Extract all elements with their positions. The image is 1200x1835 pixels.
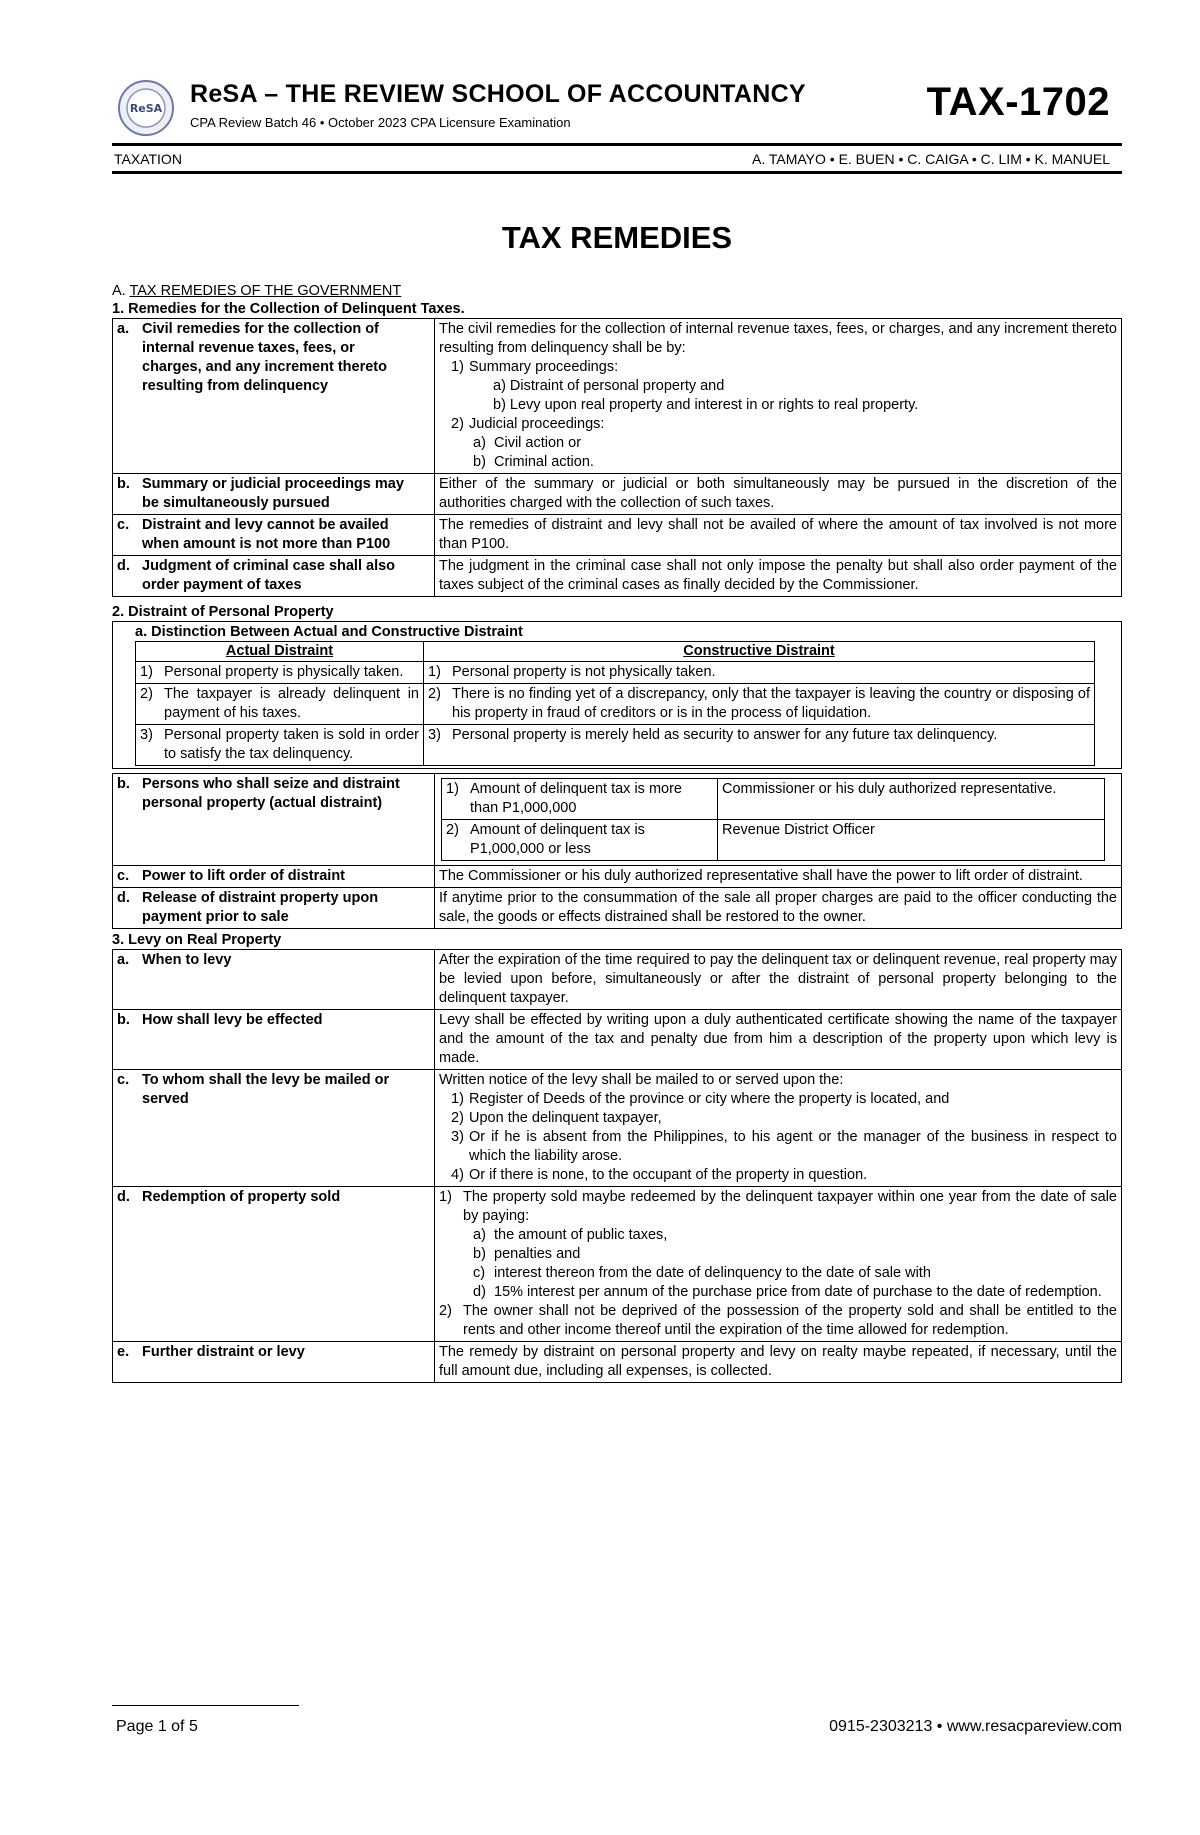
row-label: Release of distraint property upon payment prior to sale xyxy=(142,890,379,925)
cell-text: The taxpayer is already delinquent in payment of his taxes. xyxy=(164,686,419,721)
section-a-heading xyxy=(112,282,1122,300)
table-row: c. To whom shall the levy be mailed or served Written notice of the levy shall be mailed to or served upon the: 1) Register of Deeds of the province or city where the property is located, and 2) Upon the delinquent taxpayer, 3) Or if he is absent from the Philippines, to his agent or the manager of the business in respect to which the liability arose. 4) Or if there is none, to the occupant of the property in question. xyxy=(113,1070,1122,1187)
school-name: ReSA – THE REVIEW SCHOOL OF ACCOUNTANCY xyxy=(190,80,806,108)
row-label: Summary or judicial proceedings may be simultaneously pursued xyxy=(142,476,404,511)
row-index: a. xyxy=(117,952,130,968)
table-row xyxy=(113,474,1122,515)
row-text: The remedy by distraint on personal property and levy on realty maybe repeated, if necessary, until the full amount due, including all expenses, is collected. xyxy=(435,1342,1122,1383)
row-text: The Commissioner or his duly authorized representative shall have the power to lift order of distraint. xyxy=(435,866,1122,888)
list-item: Civil action or xyxy=(494,435,582,451)
row-text: The civil remedies for the collection of internal revenue taxes, fees, or charges, and any increment thereto resulting from delinquency shall be by: xyxy=(439,321,1117,356)
section-a-title: TAX REMEDIES OF THE GOVERNMENT xyxy=(129,283,402,299)
list-item: 15% interest per annum of the purchase price from date of purchase to the date of redemption. xyxy=(494,1284,1102,1300)
cell-text: Amount of delinquent tax is P1,000,000 or less xyxy=(470,822,645,857)
section-a-label: A. xyxy=(112,283,126,299)
subject-label: TAXATION xyxy=(114,151,182,167)
row-index: b. xyxy=(117,476,130,492)
table-row: 3) Personal property taken is sold in order to satisfy the tax delinquency. 3) Personal property is merely held as security to answer for any future tax delinquency. xyxy=(136,725,1095,766)
row-label: Further distraint or levy xyxy=(142,1344,305,1360)
authors: A. TAMAYO • E. BUEN • C. CAIGA • C. LIM • K. MANUEL xyxy=(751,151,1110,167)
page-header xyxy=(112,72,1122,148)
table-row xyxy=(113,1342,1122,1383)
table-row xyxy=(113,950,1122,1010)
page-title: TAX REMEDIES xyxy=(501,220,733,255)
cell-text: Amount of delinquent tax is more than P1,000,000 xyxy=(470,781,682,816)
list-item: Register of Deeds of the province or city where the property is located, and xyxy=(469,1091,950,1107)
review-batch: CPA Review Batch 46 • October 2023 CPA Licensure Examination xyxy=(190,115,571,130)
row-text: The remedies of distraint and levy shall not be availed of where the amount of tax involved is not more than P100. xyxy=(435,515,1122,556)
part2-sub-a: a. Distinction Between Actual and Constructive Distraint xyxy=(135,624,523,640)
header-rule xyxy=(112,143,1122,146)
table-row: a. Civil remedies for the collection of internal revenue taxes, fees, or charges, and any increment thereto resulting from delinquency The civil remedies for the collection of internal revenue taxes, fees, or charges, and any increment thereto resulting from delinquency shall be by: 1) Summary proceedings: a) Distraint of personal property and b) Levy upon real property and interest in or rights to real property. 2) Judicial proceedings: a) Civil action or b) Criminal action. xyxy=(113,319,1122,474)
page-number: Page 1 of 5 xyxy=(116,1718,198,1735)
row-index: e. xyxy=(117,1344,130,1360)
cell-text: There is no finding yet of a discrepancy, only that the taxpayer is leaving the country or disposing of his property in fraud of creditors or is in the process of liquidation. xyxy=(452,686,1090,721)
list-item: Upon the delinquent taxpayer, xyxy=(469,1110,662,1126)
row-index: c. xyxy=(117,517,130,533)
list-item: Judicial proceedings: xyxy=(469,416,605,432)
list-item: Criminal action. xyxy=(494,454,594,470)
row-label: How shall levy be effected xyxy=(142,1012,323,1028)
list-item: interest thereon from the date of delinquency to the date of sale with xyxy=(494,1265,931,1281)
row-text: If anytime prior to the consummation of the sale all proper charges are paid to the officer conducting the sale, the goods or effects distrained shall be restored to the owner. xyxy=(435,888,1122,929)
row-label: Redemption of property sold xyxy=(142,1189,341,1205)
list-item: penalties and xyxy=(494,1246,581,1262)
list-item: b) Levy upon real property and interest in or rights to real property. xyxy=(493,397,919,413)
row-text: Written notice of the levy shall be mailed to or served upon the: xyxy=(439,1072,844,1088)
table-row xyxy=(113,515,1122,556)
row-index: d. xyxy=(117,890,130,906)
cell-text: Personal property taken is sold in order to satisfy the tax delinquency. xyxy=(164,727,419,762)
document-page xyxy=(112,72,1122,1383)
row-label: Civil remedies for the collection of internal revenue taxes, fees, or charges, and any increment thereto resulting from delinquency xyxy=(142,321,387,394)
part3-heading: 3. Levy on Real Property xyxy=(112,932,282,948)
list-item: Summary proceedings: xyxy=(469,359,619,375)
table-row xyxy=(113,1010,1122,1070)
row-index: b. xyxy=(117,776,130,792)
subheader-rule xyxy=(112,171,1122,174)
list-item: Or if there is none, to the occupant of the property in question. xyxy=(469,1167,868,1183)
table-row xyxy=(113,866,1122,888)
part1-table xyxy=(112,318,1122,597)
list-item: a) Distraint of personal property and xyxy=(493,378,725,394)
part3-table xyxy=(112,949,1122,1383)
row-index: b. xyxy=(117,1012,130,1028)
cell-text: Personal property is merely held as security to answer for any future tax delinquency. xyxy=(452,727,998,743)
table-row xyxy=(113,888,1122,929)
cell-text: Personal property is not physically taken. xyxy=(452,664,716,680)
table-row xyxy=(113,774,1122,866)
table-row xyxy=(113,556,1122,597)
distraint-comparison-table xyxy=(135,641,1095,766)
table-row: 1) Amount of delinquent tax is more than P1,000,000 Commissioner or his duly authorized representative. xyxy=(442,779,1105,820)
table-row: 2) The taxpayer is already delinquent in payment of his taxes. 2) There is no finding yet of a discrepancy, only that the taxpayer is leaving the country or disposing of his property in fraud of creditors or is in the process of liquidation. xyxy=(136,684,1095,725)
list-item: The property sold maybe redeemed by the delinquent taxpayer within one year from the date of sale by paying: xyxy=(463,1189,1117,1224)
table-row: 1) Personal property is physically taken. 1) Personal property is not physically taken. xyxy=(136,662,1095,684)
row-label: Distraint and levy cannot be availed when amount is not more than P100 xyxy=(142,517,391,552)
table-header-row xyxy=(136,642,1095,662)
distraint-distinction-box xyxy=(112,621,1122,769)
column-header-actual: Actual Distraint xyxy=(136,642,424,662)
part1-heading: 1. Remedies for the Collection of Delinquent Taxes. xyxy=(112,301,465,317)
list-item: the amount of public taxes, xyxy=(494,1227,668,1243)
row-index: d. xyxy=(117,1189,130,1205)
row-label: When to levy xyxy=(142,952,232,968)
row-index: a. xyxy=(117,321,130,337)
row-index: c. xyxy=(117,868,130,884)
row-index: c. xyxy=(117,1072,130,1088)
row-label: To whom shall the levy be mailed or served xyxy=(142,1072,390,1107)
cell-text: Commissioner or his duly authorized representative. xyxy=(718,779,1105,820)
row-text: The judgment in the criminal case shall not only impose the penalty but shall also order payment of the taxes subject of the criminal cases as finally decided by the Commissioner. xyxy=(435,556,1122,597)
list-item: Or if he is absent from the Philippines, to his agent or the manager of the business in respect to which the liability arose. xyxy=(469,1129,1117,1164)
list-item: The owner shall not be deprived of the possession of the property sold and shall be entitled to the rents and other income thereof until the expiration of the time allowed for redemption. xyxy=(463,1303,1117,1338)
row-label: Persons who shall seize and distraint personal property (actual distraint) xyxy=(142,776,400,811)
row-label: Power to lift order of distraint xyxy=(142,868,346,884)
row-text: Either of the summary or judicial or both simultaneously may be pursued in the discretion of the authorities charged with the collection of such taxes. xyxy=(435,474,1122,515)
contact-info: 0915-2303213 • www.resacpareview.com xyxy=(829,1718,1122,1735)
column-header-constructive: Constructive Distraint xyxy=(424,642,1095,662)
document-code: TAX-1702 xyxy=(926,80,1110,124)
row-index: d. xyxy=(117,558,130,574)
part2-table xyxy=(112,773,1122,929)
subheader xyxy=(112,148,1122,170)
row-text: Levy shall be effected by writing upon a duly authenticated certificate showing the name of the taxpayer and the amount of the tax and penalty due from him a description of the property upon which levy is made. xyxy=(435,1010,1122,1070)
table-row: 2) Amount of delinquent tax is P1,000,000 or less Revenue District Officer xyxy=(442,820,1105,861)
seizing-officer-table xyxy=(441,778,1105,861)
footer-rule xyxy=(112,1705,299,1706)
table-row: d. Redemption of property sold 1) The property sold maybe redeemed by the delinquent taxpayer within one year from the date of sale by paying: a) the amount of public taxes, b) penalties and c) interest thereon from the date of delinquency to the date of sale with d) 15% interest per annum of the purchase price from date of purchase to the date of redemption. 2) The owner shall not be deprived of the possession of the property sold and shall be entitled to the rents and other income thereof until the expiration of the time allowed for redemption. xyxy=(113,1187,1122,1342)
cell-text: Personal property is physically taken. xyxy=(164,664,404,680)
row-label: Judgment of criminal case shall also order payment of taxes xyxy=(142,558,396,593)
cell-text: Revenue District Officer xyxy=(718,820,1105,861)
part2-heading: 2. Distraint of Personal Property xyxy=(112,604,334,620)
row-text: After the expiration of the time required to pay the delinquent tax or delinquent revenue, real property may be levied upon before, simultaneously or after the distraint of personal property belonging to the delinquent taxpayer. xyxy=(435,950,1122,1010)
svg-text:ReSA: ReSA xyxy=(129,102,163,115)
resa-logo-icon xyxy=(117,79,175,137)
